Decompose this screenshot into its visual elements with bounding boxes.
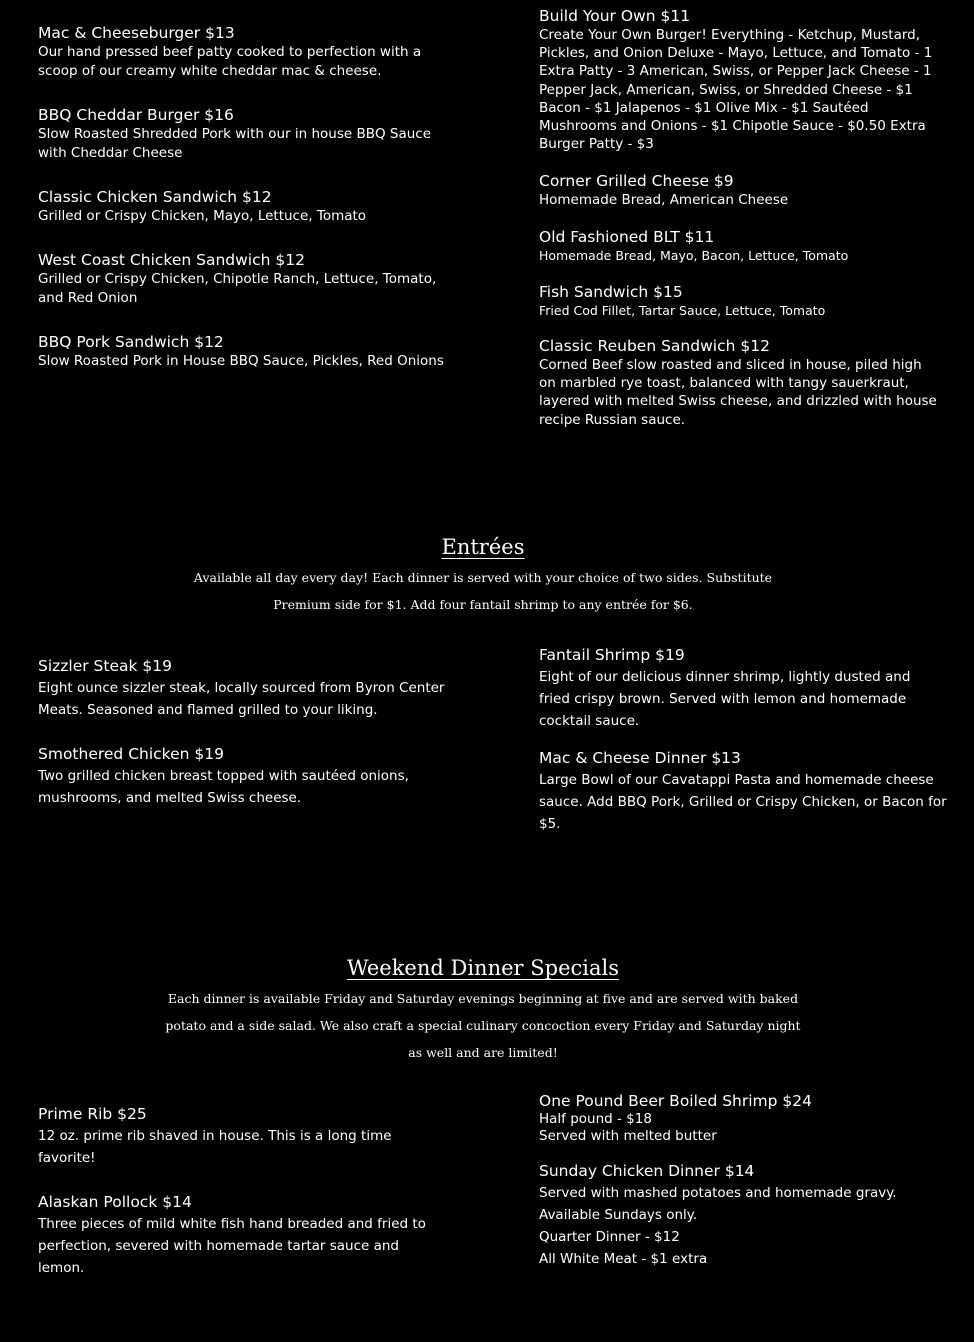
item-title: Build Your Own $11 <box>539 7 691 25</box>
section-title-weekend-specials: Weekend Dinner Specials <box>346 956 619 980</box>
description-line: Quarter Dinner - $12 <box>539 1229 680 1245</box>
intro-line: as well and are limited! <box>408 1045 558 1060</box>
item-description: Large Bowl of our Cavatappi Pasta and homemade cheese sauce. Add BBQ Pork, Grilled or Crispy Chicken, or Bacon for $5. <box>539 772 947 832</box>
item-title: West Coast Chicken Sandwich $12 <box>38 251 305 269</box>
item-description: Three pieces of mild white fish hand breaded and fried to perfection, severed with homemade tartar sauce and lemon. <box>38 1216 426 1276</box>
item-title: Smothered Chicken $19 <box>38 745 224 763</box>
intro-line: Available all day every day! Each dinner is served with your choice of two sides. Substitute <box>193 570 773 585</box>
item-title: Classic Chicken Sandwich $12 <box>38 188 272 206</box>
menu-item-classic-reuben-sandwich <box>539 336 939 429</box>
description-line: Served with mashed potatoes and homemade gravy. <box>539 1185 897 1201</box>
item-description: Eight ounce sizzler steak, locally sourced from Byron Center Meats. Seasoned and flamed grilled to your liking. <box>38 680 445 718</box>
item-description: Two grilled chicken breast topped with sautéed onions, mushrooms, and melted Swiss cheese. <box>38 768 409 806</box>
intro-line: potato and a side salad. We also craft a special culinary concoction every Friday and Saturday night <box>165 1018 801 1033</box>
menu-item-bbq-cheddar-burger <box>38 105 458 163</box>
intro-line: Premium side for $1. Add four fantail shrimp to any entrée for $6. <box>273 597 693 612</box>
item-description: Eight of our delicious dinner shrimp, lightly dusted and fried crispy brown. Served with lemon and homemade cocktail sauce. <box>539 669 911 729</box>
menu-item-bbq-pork-sandwich <box>38 332 478 371</box>
item-title: BBQ Pork Sandwich $12 <box>38 333 224 351</box>
section-intro-weekend-specials <box>133 985 833 1066</box>
menu-item-old-fashioned-blt <box>539 227 939 265</box>
item-title: Corner Grilled Cheese $9 <box>539 172 734 190</box>
item-description: Create Your Own Burger! Everything - Ketchup, Mustard, Pickles, and Onion Deluxe - Mayo, Lettuce, and Tomato - 1 Extra Patty - 3 American, Swiss, or Pepper Jack Cheese - 1 Pepper Jack, American, Swiss, or Shredded Cheese - $1 Bacon - $1 Jalapenos - $1 Olive Mix - $1 Sautéed Mushrooms and Onions - $1 Chipotle Sauce - $0.50 Extra Burger Patty - $3 <box>539 27 933 153</box>
menu-item-sizzler-steak <box>38 656 458 721</box>
item-title: Fish Sandwich $15 <box>539 283 683 301</box>
item-description: Grilled or Crispy Chicken, Mayo, Lettuce, Tomato <box>38 208 367 224</box>
item-title: Fantail Shrimp $19 <box>539 646 685 664</box>
item-title: Mac & Cheese Dinner $13 <box>539 749 741 767</box>
item-description: Slow Roasted Pork in House BBQ Sauce, Pickles, Red Onions <box>38 353 444 369</box>
menu-item-corner-grilled-cheese <box>539 171 939 210</box>
item-description: Corned Beef slow roasted and sliced in house, piled high on marbled rye toast, balanced with tangy sauerkraut, layered with melted Swiss cheese, and drizzled with house recipe Russian sauce. <box>539 357 937 428</box>
item-description: Homemade Bread, Mayo, Bacon, Lettuce, Tomato <box>539 248 849 263</box>
item-title: One Pound Beer Boiled Shrimp $24 <box>539 1092 813 1110</box>
item-title: Old Fashioned BLT $11 <box>539 228 715 246</box>
section-intro-entrees <box>150 564 816 618</box>
menu-item-fantail-shrimp <box>539 645 929 732</box>
menu-item-mac-cheeseburger <box>38 23 458 81</box>
menu-item-build-your-own <box>539 6 939 153</box>
menu-item-smothered-chicken <box>38 744 438 809</box>
menu-item-beer-boiled-shrimp <box>539 1091 939 1145</box>
item-description: Homemade Bread, American Cheese <box>539 192 789 208</box>
item-title: Sunday Chicken Dinner $14 <box>539 1162 755 1180</box>
menu-item-sunday-chicken-dinner <box>539 1161 959 1270</box>
item-description: Our hand pressed beef patty cooked to perfection with a scoop of our creamy white cheddar mac & cheese. <box>38 44 422 79</box>
item-title: Alaskan Pollock $14 <box>38 1193 192 1211</box>
intro-line: Each dinner is available Friday and Saturday evenings beginning at five and are served with baked <box>167 991 799 1006</box>
item-description <box>539 1111 939 1145</box>
menu-item-alaskan-pollock <box>38 1192 438 1279</box>
description-line: All White Meat - $1 extra <box>539 1251 708 1267</box>
item-title: Sizzler Steak $19 <box>38 657 172 675</box>
item-description: Fried Cod Fillet, Tartar Sauce, Lettuce, Tomato <box>539 303 826 318</box>
description-line: Half pound - $18 <box>539 1111 652 1127</box>
item-title: Prime Rib $25 <box>38 1105 147 1123</box>
menu-item-west-coast-chicken-sandwich <box>38 250 458 308</box>
item-title: Mac & Cheeseburger $13 <box>38 24 235 42</box>
description-line: Available Sundays only. <box>539 1207 698 1223</box>
item-description: 12 oz. prime rib shaved in house. This is a long time favorite! <box>38 1128 392 1166</box>
menu-item-fish-sandwich <box>539 282 939 320</box>
item-description: Grilled or Crispy Chicken, Chipotle Ranch, Lettuce, Tomato, and Red Onion <box>38 271 437 306</box>
item-description <box>539 1182 959 1270</box>
menu-item-prime-rib <box>38 1104 438 1169</box>
menu-item-mac-cheese-dinner <box>539 748 949 835</box>
menu-item-classic-chicken-sandwich <box>38 187 468 226</box>
section-title-entrees: Entrées <box>441 535 525 559</box>
item-title: BBQ Cheddar Burger $16 <box>38 106 234 124</box>
item-title: Classic Reuben Sandwich $12 <box>539 337 770 355</box>
description-line: Served with melted butter <box>539 1128 717 1144</box>
item-description: Slow Roasted Shredded Pork with our in house BBQ Sauce with Cheddar Cheese <box>38 126 432 161</box>
